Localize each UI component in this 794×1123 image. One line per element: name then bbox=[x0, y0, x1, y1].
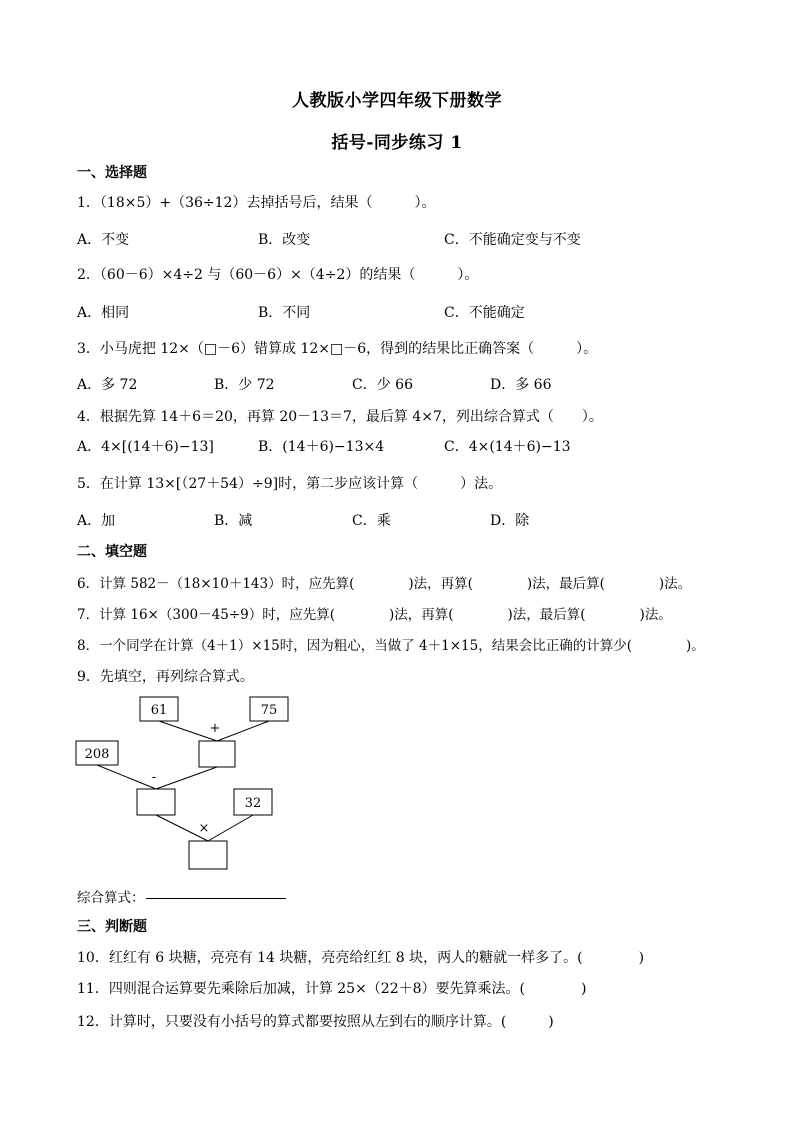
q2-option-a: A．相同 bbox=[77, 305, 130, 321]
q4-option-c: C．4×(14＋6)−13 bbox=[444, 439, 571, 455]
question-1: 1．（18×5）+（36÷12）去掉括号后，结果（ ）。 bbox=[77, 195, 436, 211]
question-10: 10．红红有 6 块糖，亮亮有 14 块糖，亮亮给红红 8 块，两人的糖就一样多了。( ) bbox=[77, 950, 645, 966]
question-6: 6．计算 582－（18×10＋143）时，应先算( )法，再算( )法，最后算( )法。 bbox=[77, 576, 692, 592]
formula-label: 综合算式： bbox=[77, 890, 145, 906]
q4-option-b: B．(14＋6)−13×4 bbox=[258, 439, 385, 455]
question-12: 12．计算时，只要没有小括号的算式都要按照从左到右的顺序计算。( ) bbox=[77, 1014, 554, 1030]
question-11: 11．四则混合运算要先乘除后加减，计算 25×（22＋8）要先算乘法。( ) bbox=[77, 981, 587, 997]
q1-option-c: C．不能确定变与不变 bbox=[444, 232, 581, 248]
q3-option-a: A．多 72 bbox=[77, 377, 138, 393]
connector-result-1 bbox=[156, 767, 217, 789]
q3-option-d: D．多 66 bbox=[490, 377, 552, 393]
question-4: 4．根据先算 14＋6＝20，再算 20－13＝7，最后算 4×7，列出综合算式（ ）。 bbox=[77, 409, 603, 425]
q5-option-b: B．减 bbox=[214, 513, 253, 529]
box-result-1[interactable] bbox=[199, 741, 235, 767]
calculation-tree-diagram bbox=[70, 690, 310, 880]
section-heading-fill: 二、填空题 bbox=[77, 544, 147, 560]
label-61: 61 bbox=[150, 703, 168, 718]
q4-option-a: A．4×[(14＋6)−13] bbox=[77, 439, 214, 455]
q2-option-b: B．不同 bbox=[258, 305, 311, 321]
box-result-2[interactable] bbox=[137, 789, 175, 815]
section-heading-judge: 三、判断题 bbox=[77, 919, 147, 935]
op-multiply: × bbox=[198, 821, 210, 836]
connector-75 bbox=[217, 721, 269, 741]
q2-option-c: C．不能确定 bbox=[444, 305, 525, 321]
q1-option-a: A．不变 bbox=[77, 232, 130, 248]
question-5: 5．在计算 13×[（27＋54）÷9]时，第二步应该计算（ ）法。 bbox=[77, 476, 503, 492]
connector-61 bbox=[159, 721, 217, 741]
op-minus: - bbox=[151, 770, 157, 785]
q3-option-c: C．少 66 bbox=[352, 377, 413, 393]
q5-option-d: D．除 bbox=[490, 513, 530, 529]
label-32: 32 bbox=[244, 796, 262, 811]
connector-32 bbox=[208, 815, 253, 841]
q5-option-c: C．乘 bbox=[352, 513, 391, 529]
section-heading-choice: 一、选择题 bbox=[77, 165, 147, 181]
label-75: 75 bbox=[260, 703, 278, 718]
box-final-result[interactable] bbox=[189, 841, 227, 869]
op-divide: + bbox=[209, 721, 221, 736]
q3-option-b: B．少 72 bbox=[214, 377, 275, 393]
page-subtitle: 括号-同步练习 1 bbox=[331, 133, 463, 153]
label-208: 208 bbox=[84, 747, 110, 762]
question-3: 3．小马虎把 12×（□－6）错算成 12×□－6，得到的结果比正确答案（ ）。 bbox=[77, 341, 598, 357]
connector-208 bbox=[97, 765, 156, 789]
question-9: 9．先填空，再列综合算式。 bbox=[77, 669, 254, 685]
formula-answer-line[interactable] bbox=[146, 898, 286, 899]
question-8: 8．一个同学在计算（4＋1）×15时，因为粗心，当做了 4＋1×15，结果会比正确的计算少( )。 bbox=[77, 638, 705, 654]
q1-option-b: B．改变 bbox=[258, 232, 311, 248]
page-title: 人教版小学四年级下册数学 bbox=[292, 91, 502, 111]
q5-option-a: A．加 bbox=[77, 513, 116, 529]
question-2: 2．（60－6）×4÷2 与（60－6）×（4÷2）的结果（ ）。 bbox=[77, 267, 479, 283]
question-7: 7．计算 16×（300－45÷9）时，应先算( )法，再算( )法，最后算( )法。 bbox=[77, 607, 672, 623]
